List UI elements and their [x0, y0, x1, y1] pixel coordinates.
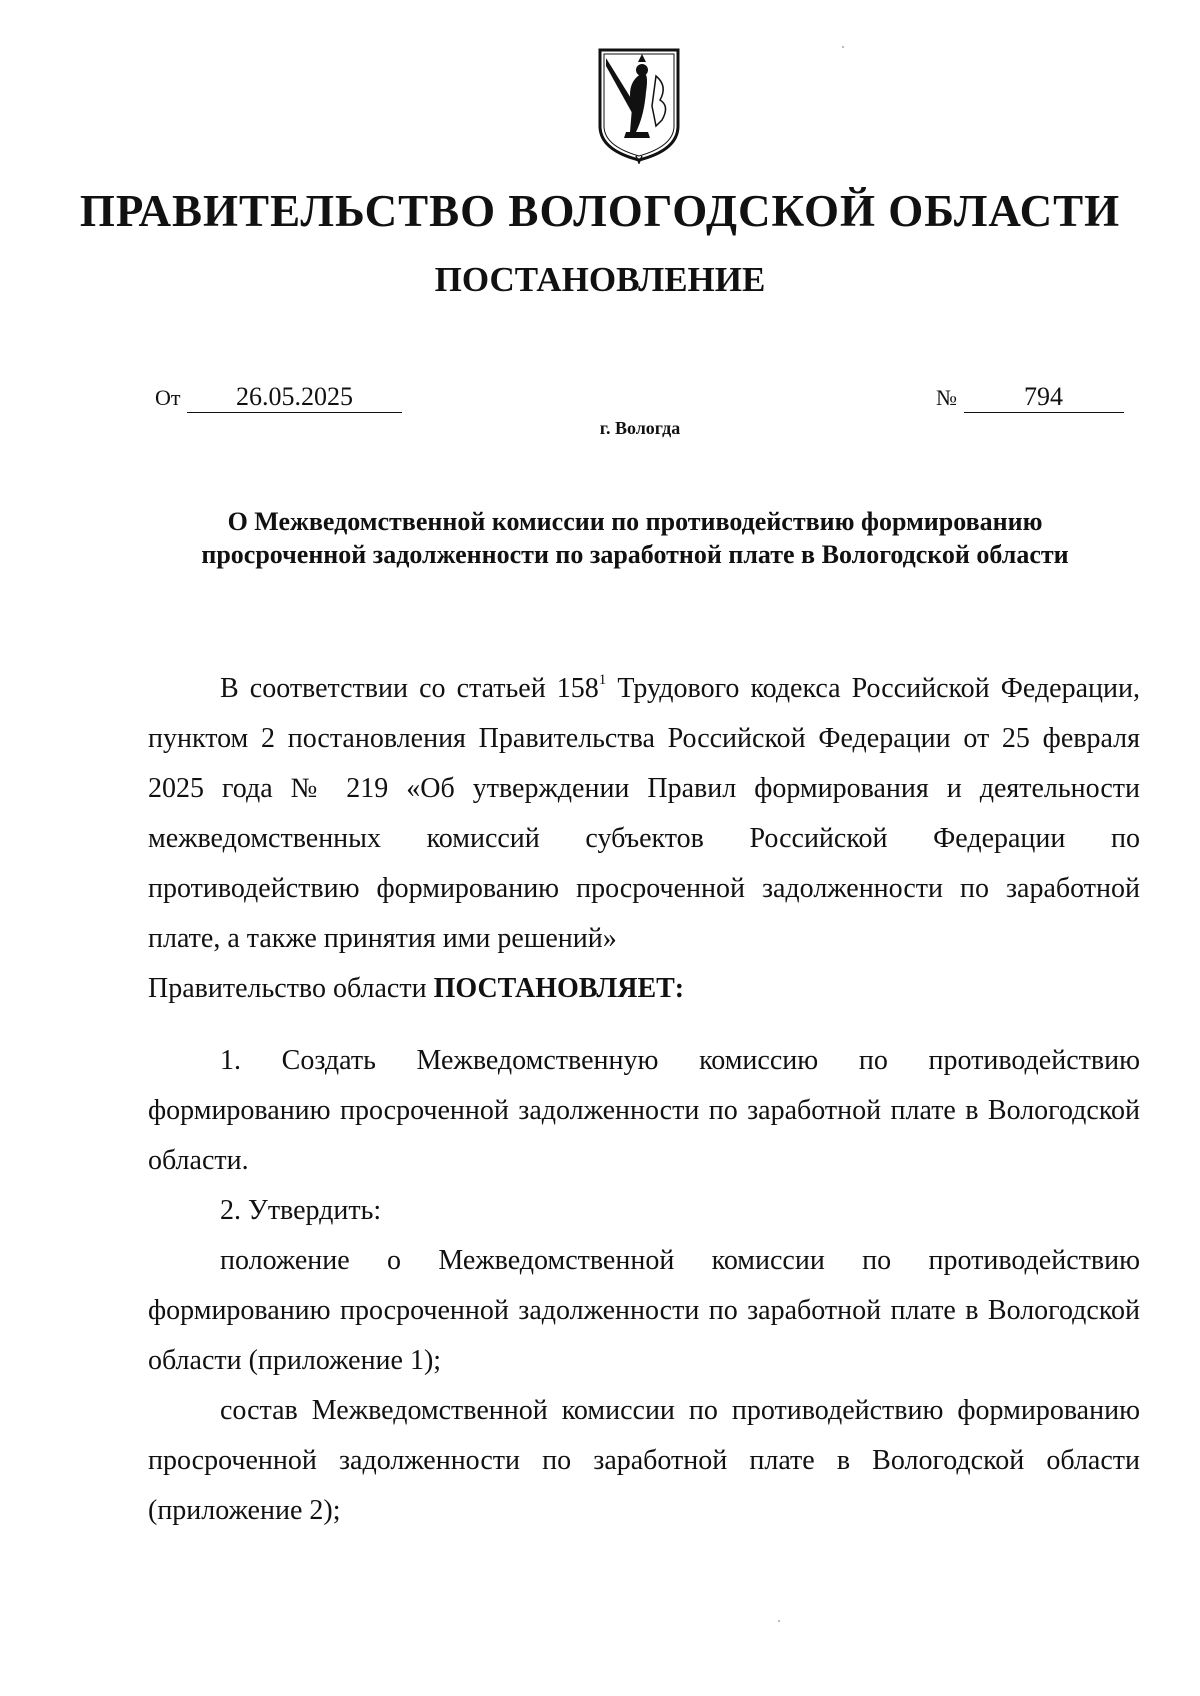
number-label: № [936, 385, 957, 410]
subject-line-2: просроченной задолженности по заработной плате в Вологодской области [201, 540, 1069, 569]
scan-artifact [842, 46, 844, 48]
document-body [148, 664, 1140, 1536]
document-type-title: ПОСТАНОВЛЕНИЕ [434, 260, 766, 299]
organization-title: ПРАВИТЕЛЬСТВО ВОЛОГОДСКОЙ ОБЛАСТИ [79, 186, 1121, 236]
scan-artifact [778, 1620, 780, 1622]
date-row [155, 382, 402, 413]
article-superscript: 1 [598, 671, 607, 688]
item-2-paragraph: 2. Утвердить: [220, 1195, 382, 1226]
decree-line [148, 964, 1140, 1014]
item-1-paragraph: 1. Создать Межведомственную комиссию по противодействию формированию просроченной задолженности по заработной плате в Вологодской области. [148, 1045, 1140, 1176]
preamble-text-start: В соответствии со статьей 158 [220, 673, 599, 704]
document-subject [140, 505, 1130, 571]
item-2b-paragraph: состав Межведомственной комиссии по противодействию формированию просроченной задолженности по заработной плате в Вологодской области (приложение 2); [148, 1395, 1140, 1526]
subject-line-1: О Межведомственной комиссии по противодействию формированию [227, 507, 1043, 536]
document-number: 794 [964, 382, 1124, 413]
number-row [936, 382, 1124, 413]
city-name: г. Вологда [599, 418, 681, 438]
preamble-paragraph [148, 664, 1140, 964]
date-label: От [155, 385, 181, 410]
preamble-text-end: Трудового кодекса Российской Федерации, пунктом 2 постановления Правительства Российской Федерации от 25 февраля 2025 года № 219 «Об утверждении Правил формирования и деятельности межведомственных комиссий субъектов Российской Федерации по противодействию формированию просроченной задолженности по заработной плате, а также принятия ими решений» [148, 673, 1140, 954]
document-date: 26.05.2025 [187, 382, 402, 413]
decree-prefix: Правительство области [148, 973, 434, 1004]
vologda-coat-of-arms-icon [596, 46, 682, 164]
decree-word: ПОСТАНОВЛЯЕТ: [433, 973, 685, 1004]
item-2a-paragraph: положение о Межведомственной комиссии по противодействию формированию просроченной задолженности по заработной плате в Вологодской области (приложение 1); [148, 1245, 1140, 1376]
